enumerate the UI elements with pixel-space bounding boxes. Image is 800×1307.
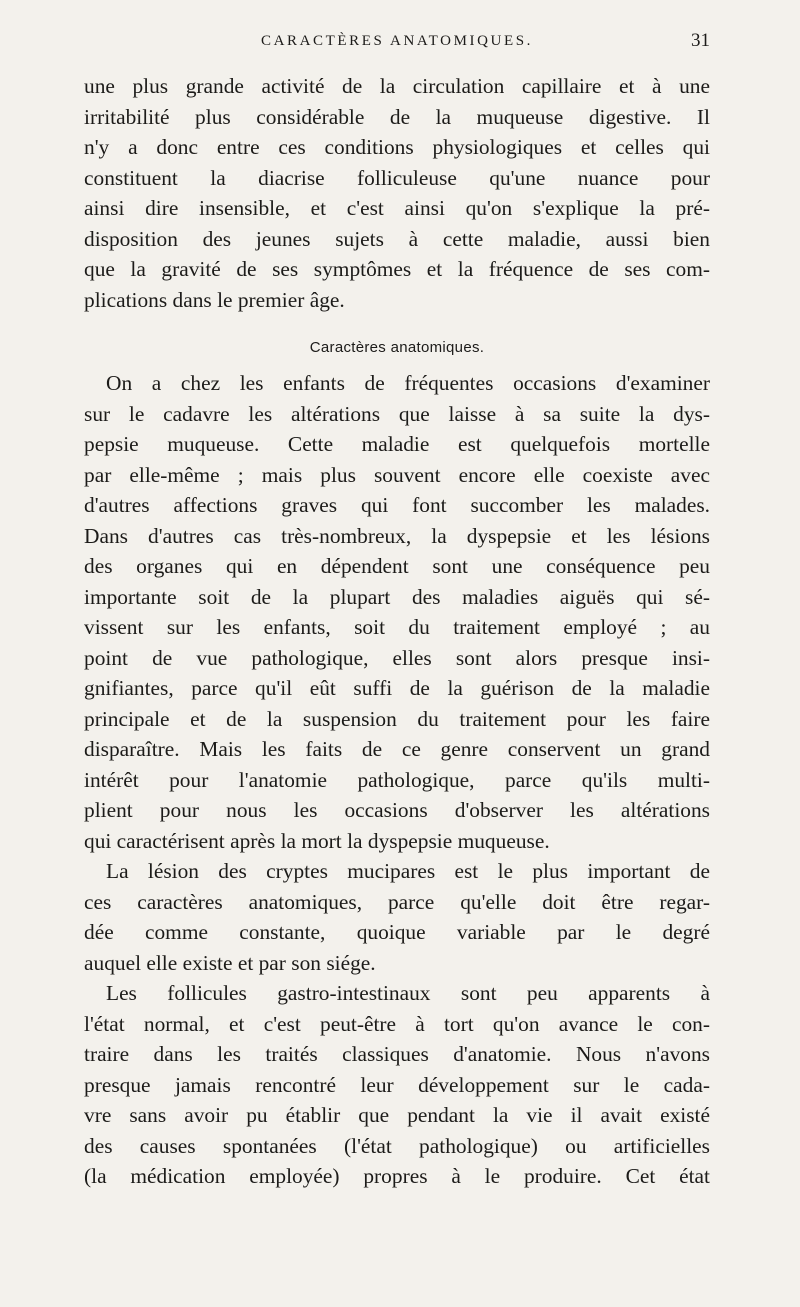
text-line: auquel elle existe et par son siége. <box>84 950 376 975</box>
section-heading: Caractères anatomiques. <box>309 339 485 356</box>
running-title: CARACTÈRES ANATOMIQUES. <box>260 33 534 49</box>
text-line: des organes qui en dépendent sont une conséquence peu <box>84 554 710 578</box>
text-line: presque jamais rencontré leur développement sur le cada- <box>84 1072 710 1097</box>
text-line: par elle-même ; mais plus souvent encore elle coexiste avec <box>84 462 710 487</box>
text-line: disposition des jeunes sujets à cette maladie, aussi bien <box>84 226 710 251</box>
text-line: vre sans avoir pu établir que pendant la vie il avait existé <box>84 1103 710 1127</box>
text-line: dée comme constante, quoique variable par le degré <box>84 920 710 944</box>
text-line: La lésion des cryptes mucipares est le plus important de <box>106 859 710 883</box>
text-line: Dans d'autres cas très-nombreux, la dyspepsie et les lésions <box>84 523 710 548</box>
text-line: On a chez les enfants de fréquentes occasions d'examiner <box>106 371 710 395</box>
text-line: ainsi dire insensible, et c'est ainsi qu'on s'explique la pré- <box>84 196 710 220</box>
page-number: 31 <box>691 30 710 51</box>
text-line: qui caractérisent après la mort la dyspepsie muqueuse. <box>84 828 550 853</box>
text-line: constituent la diacrise folliculeuse qu'une nuance pour <box>84 165 710 190</box>
text-line: irritabilité plus considérable de la muqueuse digestive. Il <box>84 104 710 129</box>
text-line: principale et de la suspension du traitement pour les faire <box>84 706 710 731</box>
running-head <box>84 30 710 54</box>
section-body <box>84 368 710 1192</box>
text-line: l'état normal, et c'est peut-être à tort qu'on avance le con- <box>84 1011 710 1036</box>
text-line: pepsie muqueuse. Cette maladie est quelquefois mortelle <box>84 432 710 456</box>
text-line: point de vue pathologique, elles sont alors presque insi- <box>84 645 710 670</box>
text-line: vissent sur les enfants, soit du traitement employé ; au <box>84 615 710 639</box>
text-line: d'autres affections graves qui font succomber les malades. <box>84 493 710 517</box>
text-line: plient pour nous les occasions d'observer les altérations <box>84 798 710 822</box>
text-line: importante soit de la plupart des maladies aiguës qui sé- <box>84 584 710 609</box>
text-line: intérêt pour l'anatomie pathologique, parce qu'ils multi- <box>84 767 710 792</box>
text-line: n'y a donc entre ces conditions physiologiques et celles qui <box>84 135 710 159</box>
text-line: ces caractères anatomiques, parce qu'elle doit être regar- <box>84 889 710 914</box>
text-line: que la gravité de ses symptômes et la fréquence de ses com- <box>84 257 710 281</box>
intro-paragraph <box>84 71 710 315</box>
text-line: gnifiantes, parce qu'il eût suffi de la guérison de la maladie <box>84 676 710 700</box>
text-line: Les follicules gastro-intestinaux sont peu apparents à <box>106 981 710 1005</box>
text-line: (la médication employée) propres à le produire. Cet état <box>84 1164 710 1188</box>
text-line: plications dans le premier âge. <box>84 287 345 312</box>
text-line: des causes spontanées (l'état pathologique) ou artificielles <box>84 1133 710 1158</box>
text-line: sur le cadavre les altérations que laisse à sa suite la dys- <box>84 401 710 426</box>
text-line: une plus grande activité de la circulation capillaire et à une <box>84 74 710 98</box>
text-line: traire dans les traités classiques d'anatomie. Nous n'avons <box>84 1042 710 1066</box>
text-line: disparaître. Mais les faits de ce genre conservent un grand <box>84 737 710 761</box>
